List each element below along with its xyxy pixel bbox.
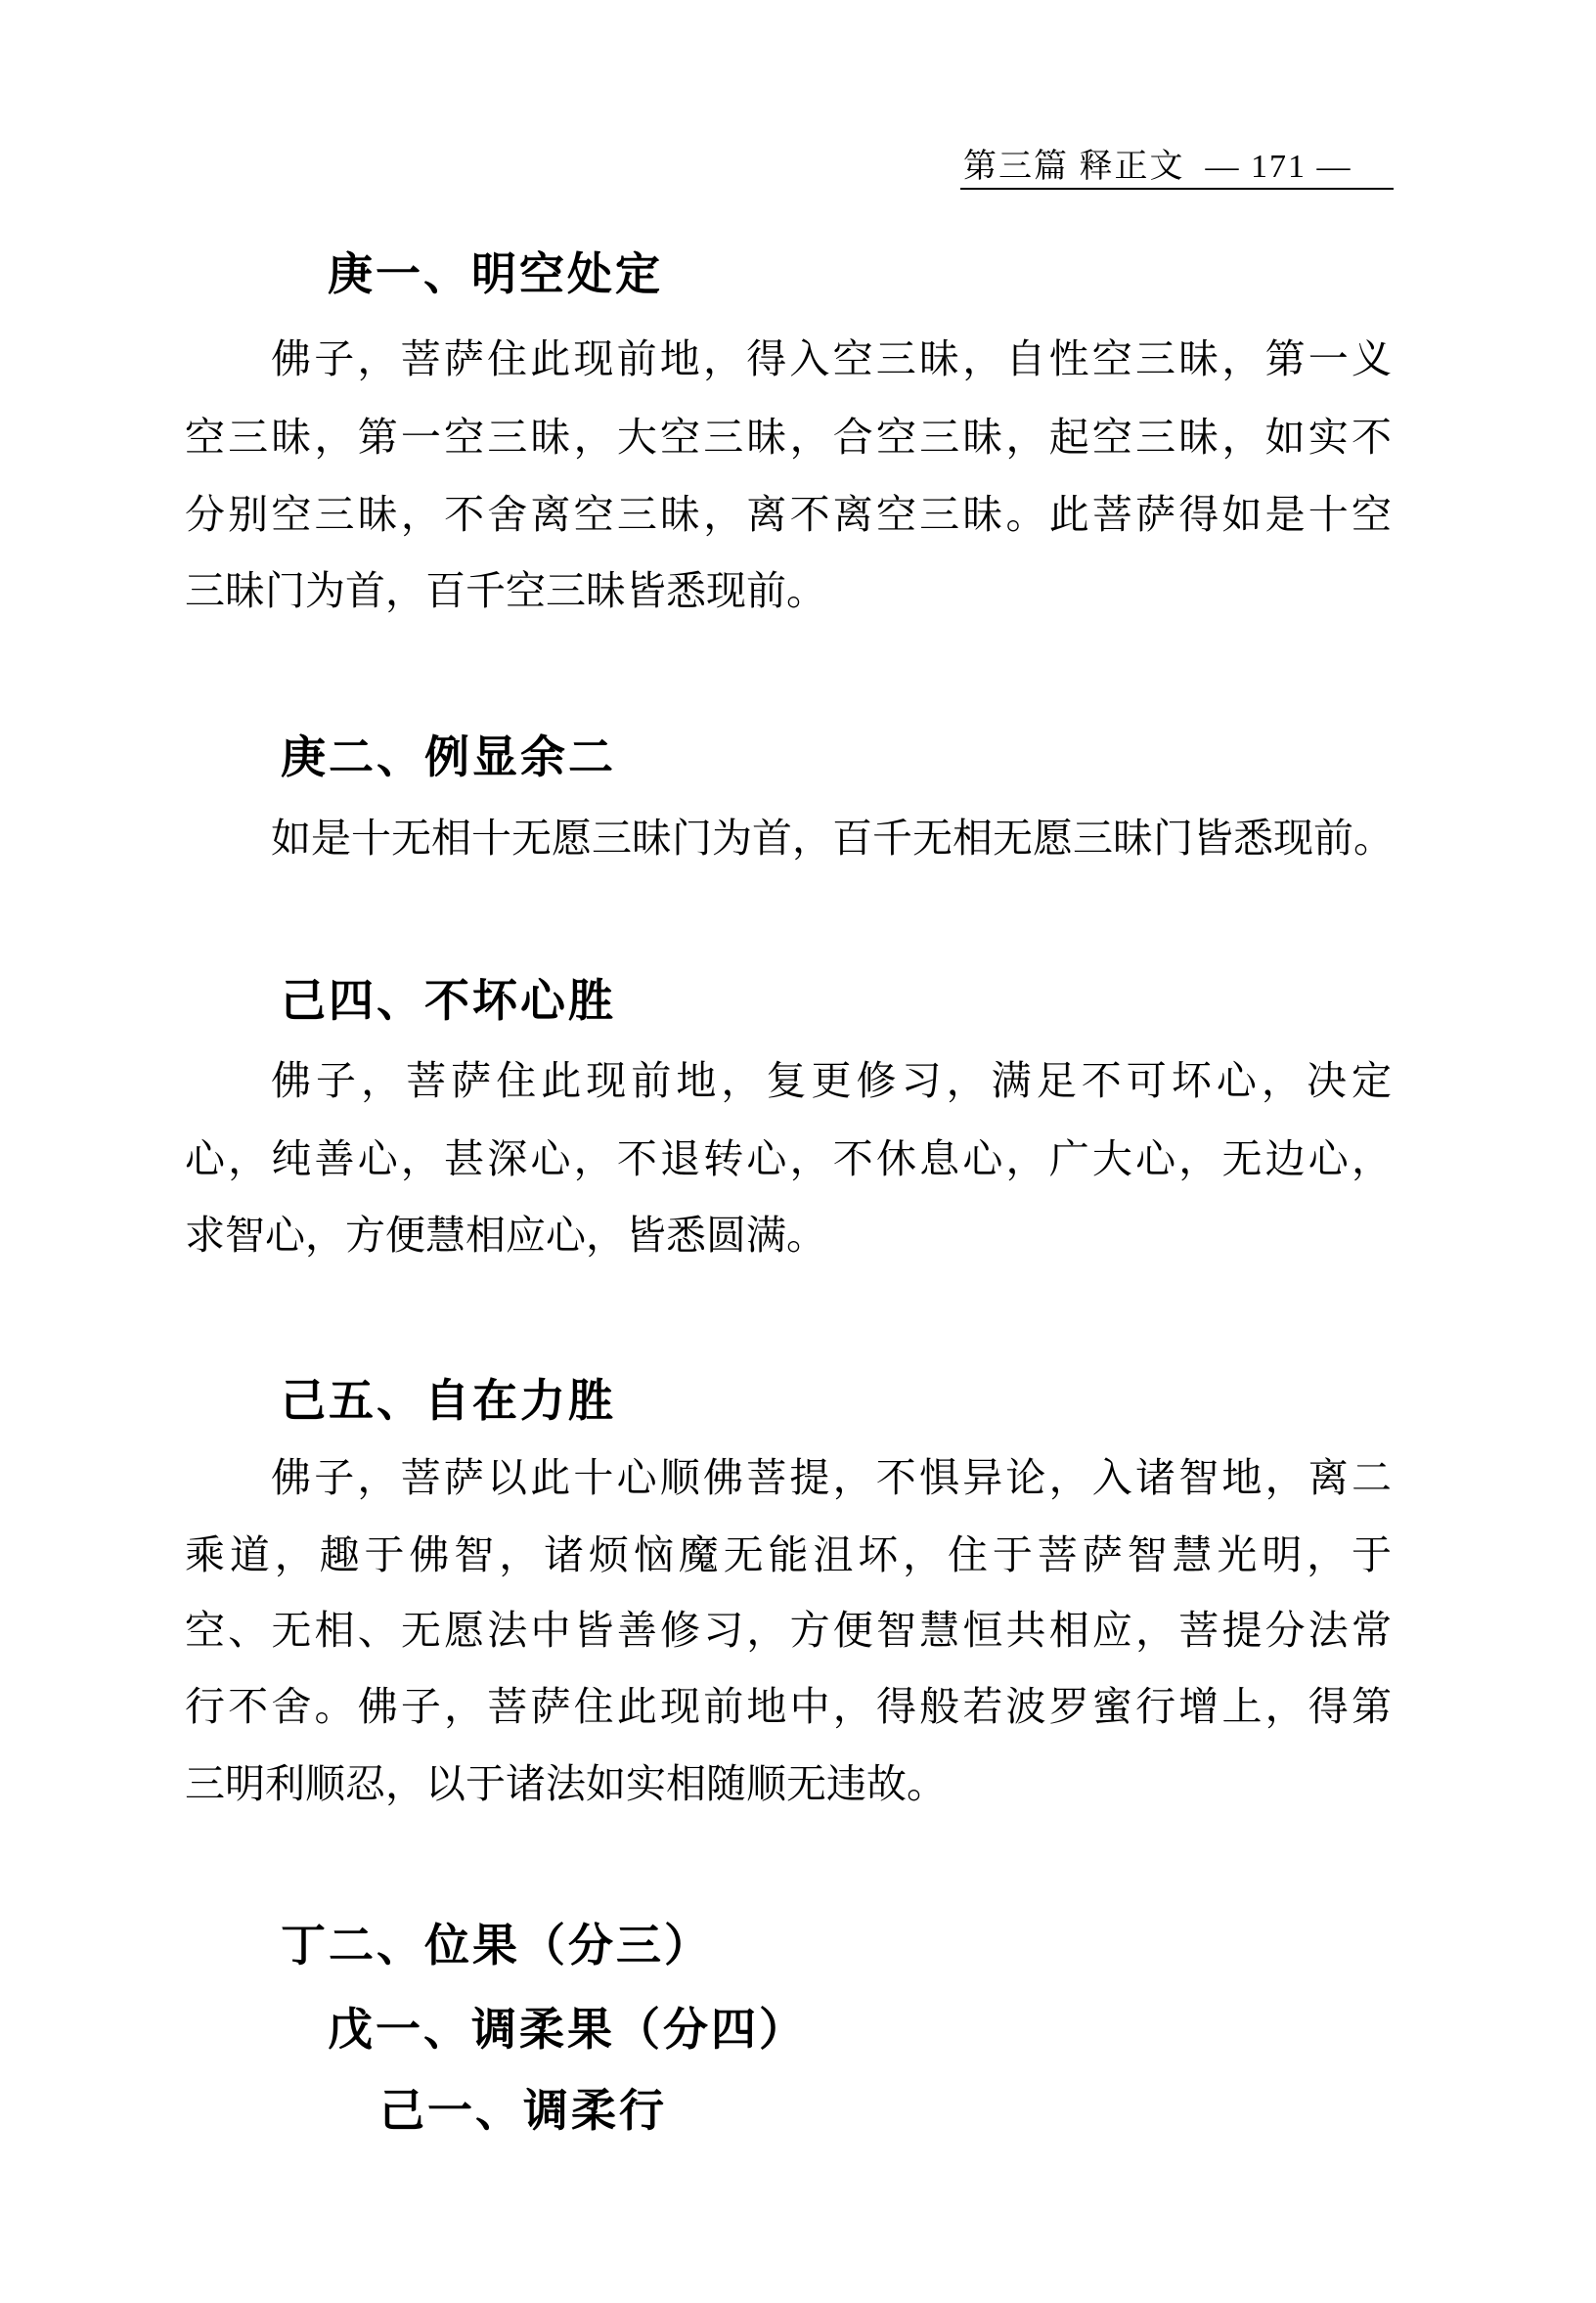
body-line: 乘道，趣于佛智，诸烦恼魔无能沮坏，住于菩萨智慧光明，于 (185, 1531, 1392, 1578)
body-line: 三昧门为首，百千空三昧皆悉现前。 (185, 567, 826, 614)
body-line: 佛子，菩萨以此十心顺佛菩提，不惧异论，入诸智地，离二 (271, 1454, 1392, 1501)
section-heading: 己五、自在力胜 (281, 1374, 616, 1427)
body-line: 心，纯善心，甚深心，不退转心，不休息心，广大心，无边心， (185, 1135, 1392, 1182)
outline-heading-level2: 戊一、调柔果（分四） (328, 2003, 807, 2056)
body-line: 佛子，菩萨住此现前地，得入空三昧，自性空三昧，第一义 (271, 335, 1392, 382)
outline-heading-level1: 丁二、位果（分三） (281, 1919, 712, 1971)
body-line: 空三昧，第一空三昧，大空三昧，合空三昧，起空三昧，如实不 (185, 414, 1392, 461)
header-rule (960, 188, 1394, 190)
body-line: 佛子，菩萨住此现前地，复更修习，满足不可坏心，决定 (271, 1057, 1392, 1104)
section-heading: 己四、不坏心胜 (281, 974, 616, 1027)
body-line: 分别空三昧，不舍离空三昧，离不离空三昧。此菩萨得如是十空 (185, 491, 1392, 538)
body-line: 如是十无相十无愿三昧门为首，百千无相无愿三昧门皆悉现前。 (271, 815, 1394, 862)
running-header (963, 139, 1352, 187)
section-heading: 庚二、例显余二 (281, 731, 616, 783)
body-line: 求智心，方便慧相应心，皆悉圆满。 (185, 1212, 826, 1259)
body-line: 行不舍。佛子，菩萨住此现前地中，得般若波罗蜜行增上，得第 (185, 1683, 1392, 1730)
header-section: 第三篇 释正文 (963, 149, 1185, 185)
outline-heading-level3: 己一、调柔行 (379, 2084, 667, 2137)
body-line: 空、无相、无愿法中皆善修习，方便智慧恒共相应，菩提分法常 (185, 1607, 1392, 1654)
page-number: — 171 — (1205, 149, 1352, 185)
section-heading: 庚一、明空处定 (328, 247, 663, 300)
body-line: 三明利顺忍，以于诸法如实相随顺无违故。 (185, 1760, 947, 1807)
